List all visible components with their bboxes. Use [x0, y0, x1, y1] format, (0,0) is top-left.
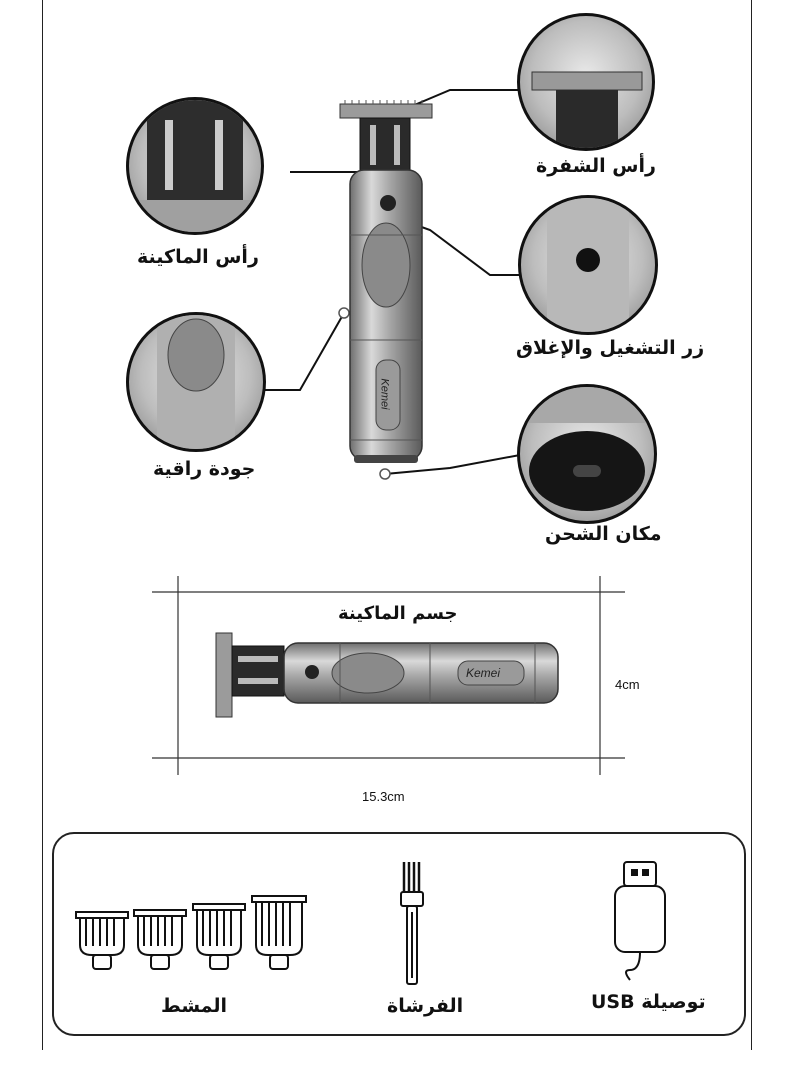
height-dimension: 4cm [615, 677, 640, 692]
dimensions-title: جسم الماكينة [338, 603, 458, 624]
comb-label: المشط [161, 995, 228, 1017]
power-button-label: زر التشغيل والإغلاق [516, 337, 705, 359]
charging-port-label: مكان الشحن [545, 523, 662, 545]
usb-cable-icon [615, 862, 665, 980]
brush-icon [401, 862, 423, 984]
width-dimension: 15.3cm [362, 789, 405, 804]
machine-head-label: رأس الماكينة [137, 246, 259, 268]
brush-label: الفرشاة [387, 995, 464, 1017]
blade-head-label: رأس الشفرة [536, 155, 656, 177]
usb-cable-label: توصيلة USB [591, 991, 706, 1013]
comb-icon [76, 896, 306, 969]
premium-quality-label: جودة راقية [153, 458, 256, 480]
brand-label-horizontal: Kemei [466, 666, 501, 680]
brand-label-vertical: Kemei [378, 378, 391, 410]
